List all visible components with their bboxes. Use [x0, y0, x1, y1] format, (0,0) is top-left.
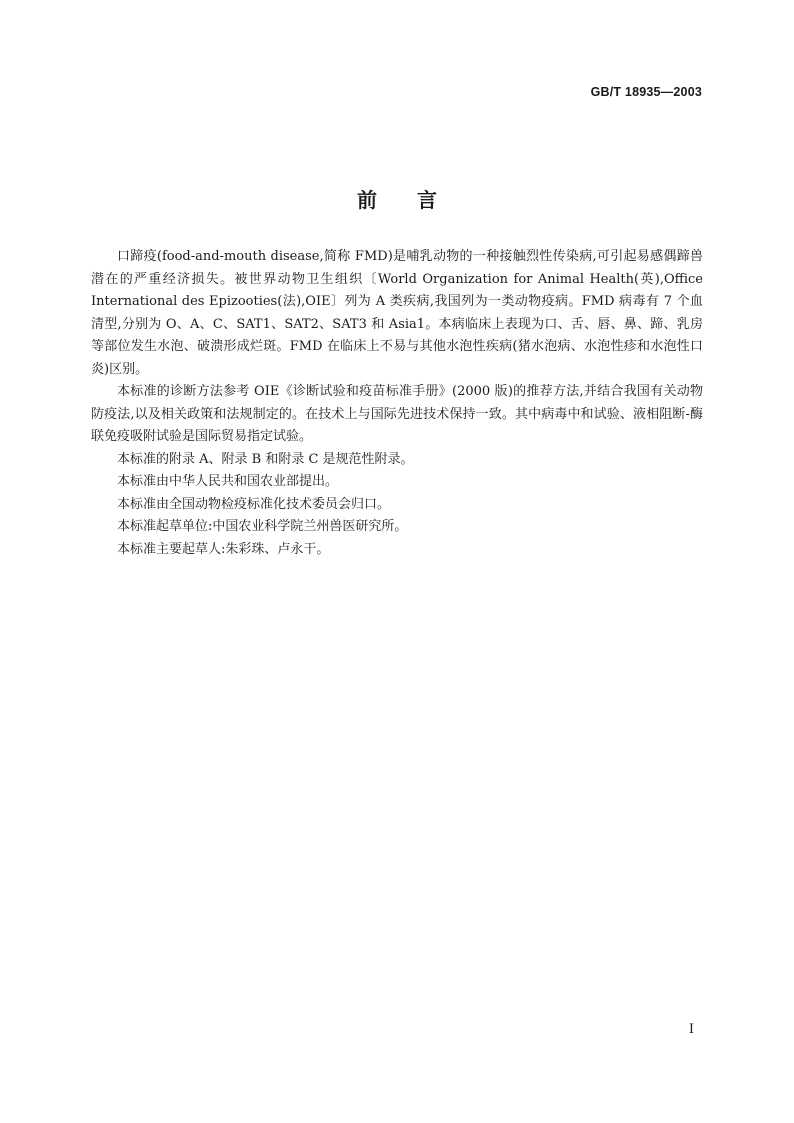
- paragraph-diagnostic-methods: 本标准的诊断方法参考 OIE《诊断试验和疫苗标准手册》(2000 版)的推荐方法,并结合我国有关动物防疫法,以及相关政策和法规制定的。在技术上与国际先进技术保持一致。其中病毒中和试验、液相阻断-酶联免疫吸附试验是国际贸易指定试验。: [91, 384, 703, 444]
- paragraph-fmd-intro: 口蹄疫(food-and-mouth disease,简称 FMD)是哺乳动物的一种接触烈性传染病,可引起易感偶蹄兽潜在的严重经济损失。被世界动物卫生组织〔World Organization for Animal Health(英),Office International des Epizooties(法),OIE〕列为 A 类疾病,我国列为一类动物疫病。FMD 病毒有 7 个血清型,分别为 O、A、C、SAT1、SAT2、SAT3 和 Asia1。本病临床上表现为口、舌、唇、鼻、蹄、乳房等部位发生水泡、破溃形成烂斑。FMD 在临床上不易与其他水泡性疾病(猪水泡病、水泡性疹和水泡性口炎)区别。: [91, 249, 703, 377]
- page-number: I: [688, 1022, 694, 1037]
- standard-number: GB/T 18935—2003: [590, 85, 702, 99]
- paragraph-centralized-by: 本标准由全国动物检疫标准化技术委员会归口。: [117, 496, 391, 512]
- foreword-body: [91, 246, 703, 561]
- paragraph-appendices: 本标准的附录 A、附录 B 和附录 C 是规范性附录。: [117, 451, 414, 467]
- paragraph-drafters: 本标准主要起草人:朱彩珠、卢永干。: [117, 541, 330, 557]
- paragraph-drafting-unit: 本标准起草单位:中国农业科学院兰州兽医研究所。: [117, 519, 408, 534]
- page-title: 前言: [357, 188, 477, 212]
- paragraph-proposed-by: 本标准由中华人民共和国农业部提出。: [117, 474, 339, 489]
